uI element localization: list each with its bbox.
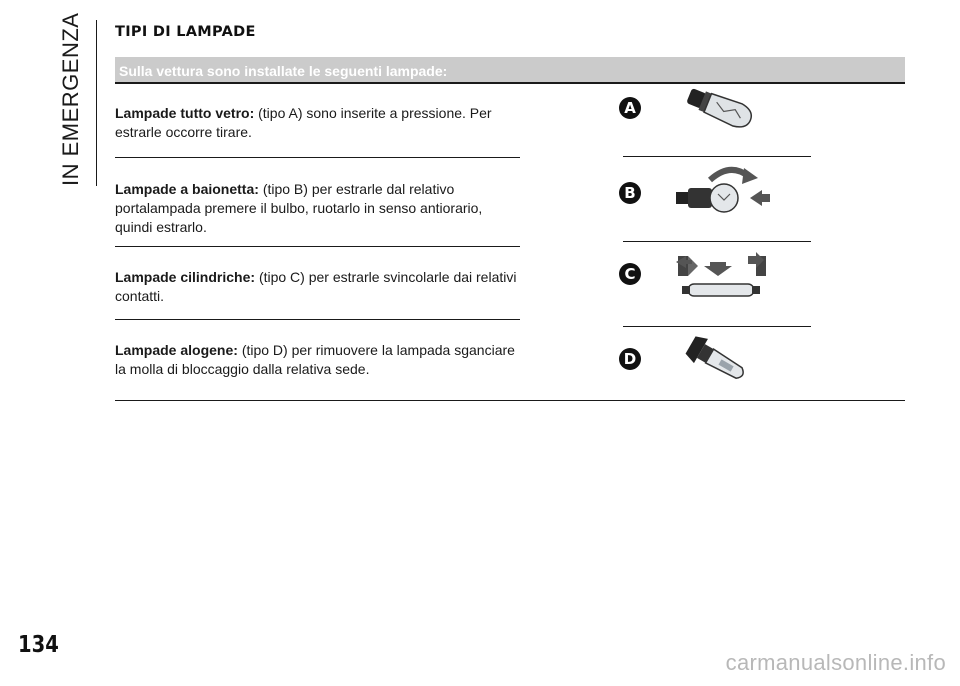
watermark-text: carmanualsonline.info [725,650,946,675]
divider [623,241,811,242]
divider [623,326,811,327]
glass-lamp-icon [680,86,760,134]
lamp-description: (tipo D) per rimuovere la lampada sganciare la molla di bloccaggio dalla relativa sede. [115,342,515,377]
bayonet-lamp-icon [672,164,772,216]
section-title: TIPI DI LAMPADE [115,24,256,40]
lamp-badge-a: A [619,97,641,119]
chapter-title: IN EMERGENZA [58,12,83,186]
section-end-divider [115,400,905,401]
lamp-description: (tipo B) per estrarle dal relativo portalampada premere il bulbo, ruotarlo in senso antiorario, quindi estrarlo. [115,181,483,235]
lamp-entry-d [115,341,520,379]
divider [623,156,811,157]
section-banner [115,57,905,84]
lamp-badge-d: D [619,348,641,370]
lamp-name: Lampade a baionetta: [115,181,259,197]
section-banner-text: Sulla vettura sono installate le seguenti lampade: [119,63,448,79]
halogen-lamp-icon [680,336,760,388]
page-number: 134 [18,632,59,658]
cylindrical-lamp-icon [672,250,772,302]
lamp-description: (tipo C) per estrarle svincolarle dai relativi contatti. [115,269,517,304]
divider [115,319,520,320]
lamp-name: Lampade tutto vetro: [115,105,255,121]
chapter-divider [96,20,97,186]
lamp-name: Lampade cilindriche: [115,269,256,285]
lamp-entry-c [115,268,520,306]
lamp-entry-b [115,180,520,237]
lamp-name: Lampade alogene: [115,342,238,358]
divider [115,157,520,158]
divider [115,246,520,247]
lamp-description: (tipo A) sono inserite a pressione. Per estrarle occorre tirare. [115,105,492,140]
lamp-badge-b: B [619,182,641,204]
lamp-entry-a [115,104,520,142]
lamp-badge-c: C [619,263,641,285]
